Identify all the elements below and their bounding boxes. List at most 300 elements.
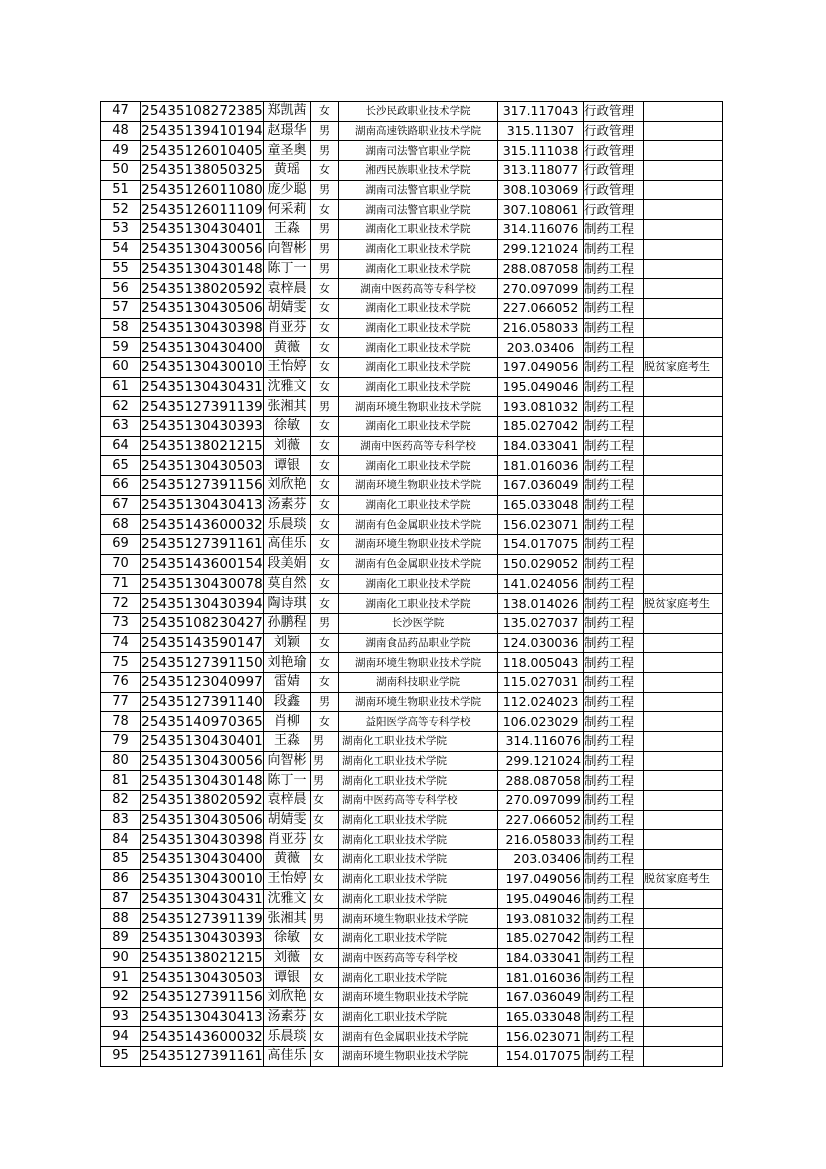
school-cell: 湖南环境生物职业技术学院 [339,692,498,712]
row-number-cell: 89 [101,928,141,948]
student-name-cell: 郑凯茜 [264,102,311,122]
score-cell: 167.036049 [498,987,584,1007]
school-cell: 湖南化工职业技术学院 [339,259,498,279]
major-cell: 制药工程 [584,259,644,279]
score-cell: 216.058033 [498,318,584,338]
major-cell: 制药工程 [584,732,644,752]
table-row [101,771,723,791]
major-cell: 制药工程 [584,692,644,712]
table-row [101,692,723,712]
candidate-id-cell: 25435130430503 [141,457,263,474]
candidate-id-cell: 25435130430413 [141,1008,263,1025]
major-cell: 制药工程 [584,1047,644,1067]
gender-cell: 女 [311,535,339,555]
student-name-cell: 谭银 [264,968,311,988]
row-number-cell: 79 [101,732,141,752]
row-number-cell: 63 [101,417,141,437]
candidate-id-cell: 25435130430398 [141,319,263,336]
student-name-cell: 袁梓晨 [264,791,311,811]
student-name-cell: 黄瑶 [264,161,311,181]
row-number-cell: 90 [101,948,141,968]
major-cell: 制药工程 [584,810,644,830]
gender-cell: 女 [311,1007,339,1027]
school-cell: 湖南科技职业学院 [339,672,498,692]
student-name-cell: 肖亚芬 [264,318,311,338]
school-cell: 长沙医学院 [339,613,498,633]
student-name-cell: 陶诗琪 [264,594,311,614]
school-cell: 湖南化工职业技术学院 [339,594,498,614]
student-name-cell: 袁梓晨 [264,279,311,299]
score-cell: 288.087058 [498,259,584,279]
student-name-cell: 王淼 [264,732,311,752]
candidate-id-cell: 25435143590147 [141,634,263,651]
table-row [101,220,723,240]
major-cell: 制药工程 [584,751,644,771]
school-cell: 湖南中医药高等专科学校 [339,791,498,811]
school-cell: 湖南化工职业技术学院 [339,751,498,771]
score-cell: 195.049046 [498,377,584,397]
note-cell [644,633,723,653]
school-cell: 湖南司法警官职业学院 [339,200,498,220]
row-number-cell: 85 [101,850,141,870]
row-number-cell: 57 [101,298,141,318]
table-row [101,1007,723,1027]
candidate-id-cell: 25435138020592 [141,792,263,809]
candidate-id-cell: 25435143600032 [141,1028,263,1045]
table-row [101,259,723,279]
row-number-cell: 76 [101,672,141,692]
candidate-id-cell: 25435138020592 [141,280,263,297]
table-row [101,239,723,259]
note-cell [644,102,723,122]
row-number-cell: 75 [101,653,141,673]
candidate-id-cell: 25435130430056 [141,241,263,258]
student-name-cell: 向智彬 [264,239,311,259]
gender-cell: 女 [311,1027,339,1047]
student-name-cell: 赵璟华 [264,121,311,141]
gender-cell: 男 [311,771,339,791]
score-cell: 197.049056 [498,357,584,377]
gender-cell: 女 [311,928,339,948]
table-row [101,968,723,988]
school-cell: 湖南环境生物职业技术学院 [339,535,498,555]
note-cell [644,574,723,594]
candidate-id-cell: 25435130430401 [141,221,263,238]
gender-cell: 女 [311,357,339,377]
major-cell: 行政管理 [584,121,644,141]
table-row [101,121,723,141]
score-cell: 141.024056 [498,574,584,594]
row-number-cell: 59 [101,338,141,358]
row-number-cell: 50 [101,161,141,181]
school-cell: 湖南化工职业技术学院 [339,495,498,515]
gender-cell: 男 [311,180,339,200]
student-name-cell: 乐晨琰 [264,515,311,535]
gender-cell: 女 [311,495,339,515]
score-cell: 106.023029 [498,712,584,732]
gender-cell: 女 [311,417,339,437]
major-cell: 制药工程 [584,535,644,555]
major-cell: 制药工程 [584,495,644,515]
score-cell: 315.11307 [498,121,584,141]
row-number-cell: 74 [101,633,141,653]
score-cell: 181.016036 [498,456,584,476]
major-cell: 制药工程 [584,574,644,594]
row-number-cell: 60 [101,357,141,377]
score-cell: 135.027037 [498,613,584,633]
school-cell: 湖南中医药高等专科学校 [339,436,498,456]
major-cell: 制药工程 [584,554,644,574]
score-cell: 227.066052 [498,298,584,318]
row-number-cell: 68 [101,515,141,535]
score-cell: 270.097099 [498,791,584,811]
roster-table-body [101,102,723,1067]
table-row [101,633,723,653]
note-cell [644,397,723,417]
row-number-cell: 81 [101,771,141,791]
major-cell: 制药工程 [584,830,644,850]
major-cell: 制药工程 [584,869,644,889]
note-cell [644,279,723,299]
gender-cell: 女 [311,987,339,1007]
gender-cell: 女 [311,476,339,496]
candidate-id-cell: 25435139410194 [141,123,263,140]
note-cell [644,298,723,318]
gender-cell: 女 [311,672,339,692]
note-cell [644,692,723,712]
school-cell: 湖南化工职业技术学院 [339,456,498,476]
gender-cell: 男 [311,751,339,771]
table-row [101,279,723,299]
score-cell: 314.116076 [498,732,584,752]
candidate-id-cell: 25435130430413 [141,497,263,514]
major-cell: 制药工程 [584,771,644,791]
candidate-id-cell: 25435108230427 [141,615,263,632]
student-name-cell: 陈丁一 [264,259,311,279]
candidate-id-cell: 25435127391139 [141,398,263,415]
school-cell: 湖南环境生物职业技术学院 [339,909,498,929]
note-cell [644,476,723,496]
table-row [101,653,723,673]
major-cell: 制药工程 [584,476,644,496]
score-cell: 203.03406 [498,338,584,358]
score-cell: 313.118077 [498,161,584,181]
candidate-id-cell: 25435127391156 [141,989,263,1006]
score-cell: 227.066052 [498,810,584,830]
score-cell: 299.121024 [498,239,584,259]
score-cell: 167.036049 [498,476,584,496]
student-name-cell: 雷婧 [264,672,311,692]
gender-cell: 女 [311,338,339,358]
gender-cell: 男 [311,692,339,712]
table-row [101,318,723,338]
major-cell: 行政管理 [584,102,644,122]
gender-cell: 女 [311,200,339,220]
major-cell: 制药工程 [584,889,644,909]
table-row [101,594,723,614]
score-cell: 115.027031 [498,672,584,692]
table-row [101,830,723,850]
note-cell [644,948,723,968]
gender-cell: 女 [311,633,339,653]
table-row [101,515,723,535]
school-cell: 湖南中医药高等专科学校 [339,279,498,299]
candidate-id-cell: 25435130430506 [141,812,263,829]
score-cell: 203.03406 [498,850,584,870]
table-row [101,141,723,161]
row-number-cell: 84 [101,830,141,850]
school-cell: 湖南化工职业技术学院 [339,850,498,870]
note-cell [644,200,723,220]
school-cell: 湖南环境生物职业技术学院 [339,653,498,673]
note-cell [644,436,723,456]
candidate-id-cell: 25435127391161 [141,536,263,553]
student-name-cell: 向智彬 [264,751,311,771]
candidate-id-cell: 25435130430431 [141,890,263,907]
school-cell: 湖南化工职业技术学院 [339,1007,498,1027]
note-cell [644,121,723,141]
table-row [101,791,723,811]
row-number-cell: 78 [101,712,141,732]
student-name-cell: 肖亚芬 [264,830,311,850]
score-cell: 270.097099 [498,279,584,299]
score-cell: 181.016036 [498,968,584,988]
note-cell [644,830,723,850]
score-cell: 138.014026 [498,594,584,614]
row-number-cell: 93 [101,1007,141,1027]
major-cell: 制药工程 [584,850,644,870]
score-cell: 195.049046 [498,889,584,909]
school-cell: 湖南化工职业技术学院 [339,830,498,850]
table-row [101,732,723,752]
gender-cell: 女 [311,791,339,811]
candidate-id-cell: 25435130430503 [141,969,263,986]
table-row [101,298,723,318]
table-row [101,948,723,968]
candidate-id-cell: 25435108272385 [141,103,263,120]
score-cell: 184.033041 [498,948,584,968]
gender-cell: 男 [311,397,339,417]
candidate-id-cell: 25435127391140 [141,693,263,710]
row-number-cell: 47 [101,102,141,122]
gender-cell: 女 [311,298,339,318]
major-cell: 行政管理 [584,141,644,161]
row-number-cell: 48 [101,121,141,141]
table-row [101,574,723,594]
table-row [101,1047,723,1067]
score-cell: 299.121024 [498,751,584,771]
school-cell: 湖南化工职业技术学院 [339,298,498,318]
row-number-cell: 83 [101,810,141,830]
student-name-cell: 王怡婷 [264,869,311,889]
candidate-id-cell: 25435130430394 [141,595,263,612]
table-row [101,672,723,692]
note-cell [644,889,723,909]
student-name-cell: 段美娟 [264,554,311,574]
score-cell: 288.087058 [498,771,584,791]
score-cell: 216.058033 [498,830,584,850]
note-cell [644,771,723,791]
gender-cell: 女 [311,850,339,870]
row-number-cell: 73 [101,613,141,633]
gender-cell: 女 [311,377,339,397]
gender-cell: 女 [311,279,339,299]
candidate-id-cell: 25435130430010 [141,871,263,888]
candidate-id-cell: 25435130430401 [141,733,263,750]
table-row [101,102,723,122]
note-cell [644,791,723,811]
score-cell: 154.017075 [498,535,584,555]
school-cell: 湖南化工职业技术学院 [339,220,498,240]
row-number-cell: 87 [101,889,141,909]
major-cell: 制药工程 [584,357,644,377]
gender-cell: 女 [311,515,339,535]
major-cell: 行政管理 [584,200,644,220]
student-name-cell: 刘薇 [264,436,311,456]
note-cell [644,1007,723,1027]
school-cell: 湖南环境生物职业技术学院 [339,1047,498,1067]
row-number-cell: 72 [101,594,141,614]
note-cell [644,535,723,555]
note-cell [644,259,723,279]
school-cell: 湖南高速铁路职业技术学院 [339,121,498,141]
candidate-id-cell: 25435138050325 [141,162,263,179]
score-cell: 193.081032 [498,909,584,929]
score-cell: 185.027042 [498,417,584,437]
school-cell: 湖南化工职业技术学院 [339,810,498,830]
school-cell: 湘西民族职业技术学院 [339,161,498,181]
school-cell: 湖南化工职业技术学院 [339,338,498,358]
school-cell: 湖南有色金属职业技术学院 [339,554,498,574]
major-cell: 制药工程 [584,397,644,417]
student-name-cell: 童圣奥 [264,141,311,161]
candidate-id-cell: 25435127391156 [141,477,263,494]
gender-cell: 女 [311,456,339,476]
row-number-cell: 94 [101,1027,141,1047]
row-number-cell: 58 [101,318,141,338]
score-cell: 184.033041 [498,436,584,456]
gender-cell: 女 [311,830,339,850]
student-name-cell: 谭银 [264,456,311,476]
row-number-cell: 69 [101,535,141,555]
table-row [101,909,723,929]
student-name-cell: 胡婧雯 [264,298,311,318]
row-number-cell: 95 [101,1047,141,1067]
note-cell [644,515,723,535]
student-name-cell: 徐敏 [264,928,311,948]
major-cell: 制药工程 [584,653,644,673]
note-cell [644,712,723,732]
table-row [101,889,723,909]
student-name-cell: 孙鹏程 [264,613,311,633]
score-cell: 124.030036 [498,633,584,653]
major-cell: 制药工程 [584,791,644,811]
note-cell [644,653,723,673]
school-cell: 湖南有色金属职业技术学院 [339,1027,498,1047]
gender-cell: 男 [311,239,339,259]
candidate-id-cell: 25435126011080 [141,182,263,199]
gender-cell: 女 [311,1047,339,1067]
school-cell: 湖南化工职业技术学院 [339,377,498,397]
candidate-id-cell: 25435130430400 [141,339,263,356]
major-cell: 制药工程 [584,377,644,397]
student-name-cell: 王怡婷 [264,357,311,377]
score-cell: 317.117043 [498,102,584,122]
gender-cell: 男 [311,909,339,929]
major-cell: 制药工程 [584,909,644,929]
note-cell [644,850,723,870]
school-cell: 益阳医学高等专科学校 [339,712,498,732]
student-name-cell: 刘欣艳 [264,476,311,496]
note-cell [644,613,723,633]
major-cell: 制药工程 [584,712,644,732]
table-row [101,554,723,574]
gender-cell: 女 [311,102,339,122]
school-cell: 湖南化工职业技术学院 [339,357,498,377]
score-cell: 307.108061 [498,200,584,220]
major-cell: 制药工程 [584,613,644,633]
score-cell: 185.027042 [498,928,584,948]
note-cell [644,987,723,1007]
school-cell: 湖南化工职业技术学院 [339,889,498,909]
candidate-id-cell: 25435143600154 [141,556,263,573]
candidate-id-cell: 25435130430010 [141,359,263,376]
table-row [101,869,723,889]
major-cell: 制药工程 [584,239,644,259]
score-cell: 165.033048 [498,495,584,515]
table-row [101,476,723,496]
major-cell: 制药工程 [584,298,644,318]
row-number-cell: 82 [101,791,141,811]
table-row [101,397,723,417]
gender-cell: 男 [311,613,339,633]
candidate-id-cell: 25435123040997 [141,674,263,691]
student-name-cell: 黄薇 [264,338,311,358]
admission-roster-table [100,101,723,1067]
table-row [101,712,723,732]
gender-cell: 女 [311,712,339,732]
note-cell [644,141,723,161]
major-cell: 制药工程 [584,672,644,692]
major-cell: 制药工程 [584,987,644,1007]
school-cell: 湖南化工职业技术学院 [339,574,498,594]
school-cell: 湖南环境生物职业技术学院 [339,987,498,1007]
row-number-cell: 54 [101,239,141,259]
major-cell: 行政管理 [584,180,644,200]
gender-cell: 女 [311,318,339,338]
table-row [101,1027,723,1047]
note-cell [644,928,723,948]
student-name-cell: 沈雅文 [264,377,311,397]
major-cell: 制药工程 [584,594,644,614]
major-cell: 制药工程 [584,417,644,437]
school-cell: 湖南化工职业技术学院 [339,968,498,988]
student-name-cell: 汤素芬 [264,495,311,515]
student-name-cell: 刘欣艳 [264,987,311,1007]
score-cell: 156.023071 [498,1027,584,1047]
student-name-cell: 汤素芬 [264,1007,311,1027]
candidate-id-cell: 25435130430393 [141,930,263,947]
score-cell: 112.024023 [498,692,584,712]
table-row [101,200,723,220]
table-row [101,180,723,200]
major-cell: 制药工程 [584,633,644,653]
student-name-cell: 莫自然 [264,574,311,594]
note-cell [644,909,723,929]
note-cell [644,220,723,240]
note-cell: 脱贫家庭考生 [644,869,723,889]
major-cell: 制药工程 [584,220,644,240]
